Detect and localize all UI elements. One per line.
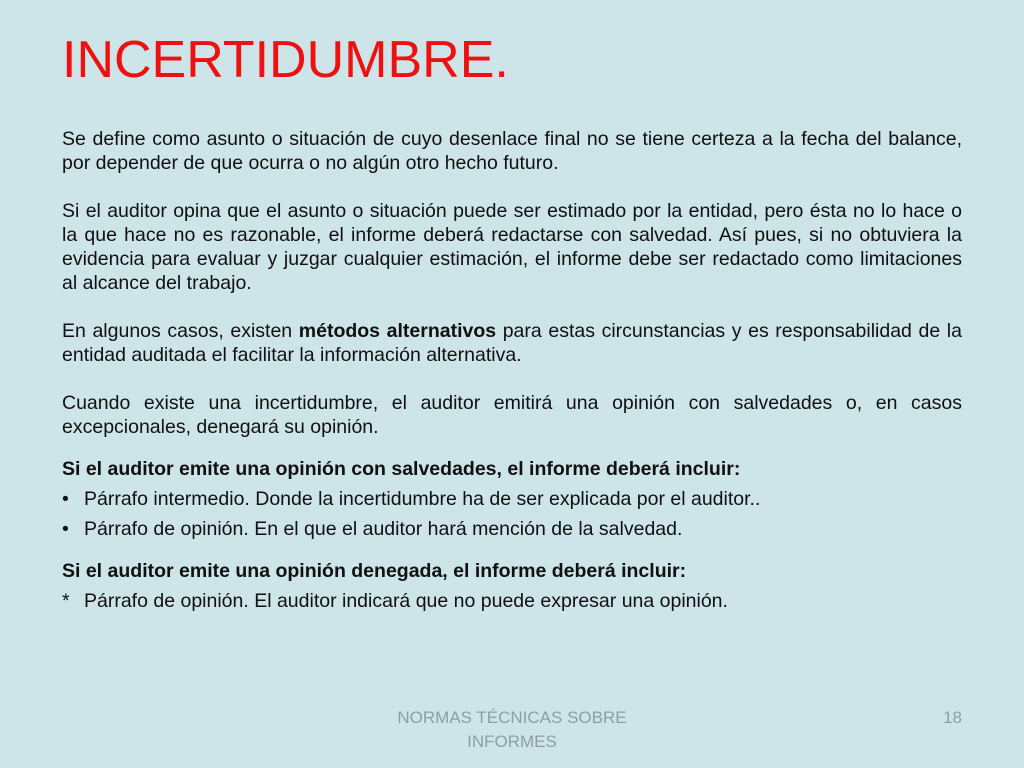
- footer-title-line2: INFORMES: [467, 732, 557, 751]
- slide-body: [62, 127, 962, 617]
- footer-title-line1: NORMAS TÉCNICAS SOBRE: [397, 708, 627, 727]
- heading-denied-opinion: Si el auditor emite una opinión denegada, el informe deberá incluir:: [62, 560, 687, 582]
- bullet-item: [62, 487, 962, 511]
- footer-title: [362, 706, 662, 754]
- alternative-methods-emphasis: métodos alternativos: [298, 320, 497, 342]
- bullet-text: Párrafo de opinión. En el que el auditor hará mención de la salvedad.: [84, 518, 683, 540]
- paragraph-alternative-methods-after: para estas circunstancias y es responsabilidad de la entidad auditada el facilitar la información alternativa.: [62, 320, 962, 366]
- bullet-text: Párrafo intermedio. Donde la incertidumbre ha de ser explicada por el auditor..: [84, 488, 761, 510]
- paragraph-alternative-methods: [62, 319, 962, 367]
- paragraph-uncertainty-opinion: Cuando existe una incertidumbre, el auditor emitirá una opinión con salvedades o, en casos excepcionales, denegará su opinión.: [62, 392, 962, 438]
- bullet-item: [62, 517, 962, 541]
- heading-qualified-opinion: Si el auditor emite una opinión con salvedades, el informe deberá incluir:: [62, 458, 741, 480]
- bullet-marker: •: [62, 518, 69, 540]
- paragraph-definition: Se define como asunto o situación de cuyo desenlace final no se tiene certeza a la fecha del balance, por depender de que ocurra o no algún otro hecho futuro.: [62, 128, 962, 174]
- page-number: 18: [943, 708, 962, 727]
- bullet-item: [62, 589, 962, 613]
- paragraph-alternative-methods-before: En algunos casos, existen: [62, 320, 299, 342]
- bullet-marker: •: [62, 488, 69, 510]
- bullet-marker: *: [62, 590, 70, 612]
- slide-title: INCERTIDUMBRE.: [62, 31, 509, 89]
- bullet-text: Párrafo de opinión. El auditor indicará que no puede expresar una opinión.: [84, 590, 728, 612]
- paragraph-estimation: Si el auditor opina que el asunto o situación puede ser estimado por la entidad, pero ésta no lo hace o la que hace no es razonable, el informe deberá redactarse con salvedad. Así pues, si no obtuviera la evidencia para evaluar y juzgar cualquier estimación, el informe debe ser redactado como limitaciones al alcance del trabajo.: [62, 200, 962, 294]
